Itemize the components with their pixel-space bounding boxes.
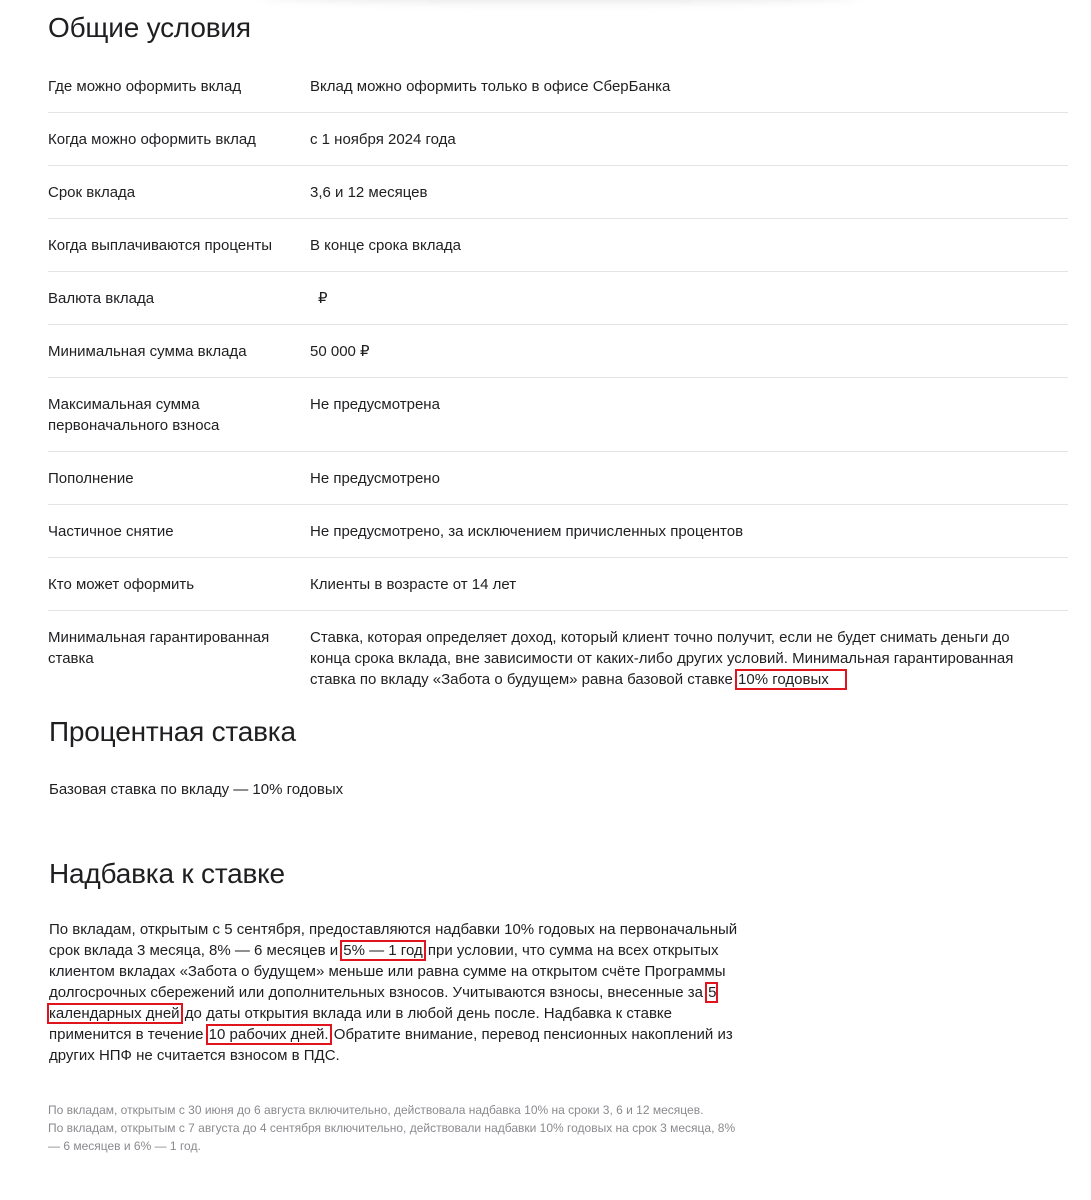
condition-label: Максимальная сумма первоначального взноса xyxy=(48,396,220,434)
bonus-text-part: Обратите внимание, перевод пенсионных накоплений из других НПФ не считается взносом в ПДС. xyxy=(49,1026,733,1064)
condition-value: Не предусмотрено xyxy=(310,470,440,487)
condition-label: Минимальная гарантированная ставка xyxy=(48,629,270,667)
condition-value: 50 000 ₽ xyxy=(310,343,370,360)
condition-row-min-amount xyxy=(48,325,1068,378)
condition-row-where xyxy=(48,60,1068,113)
highlighted-working-days: 10 рабочих дней. xyxy=(208,1026,329,1043)
interest-rate-heading: Процентная ставка xyxy=(49,716,296,747)
condition-value: Клиенты в возрасте от 14 лет xyxy=(310,576,517,593)
condition-label: Где можно оформить вклад xyxy=(48,78,242,95)
condition-label: Валюта вклада xyxy=(48,290,155,307)
min-rate-description: Ставка, которая определяет доход, который клиент точно получит, если не будет снимать деньги до конца срока вклада, вне зависимости от каких-либо других условий. Минимальная гарантированная ставка по вкладу «Забота о будущем» равна базовой ставке xyxy=(310,629,1014,688)
general-conditions-heading: Общие условия xyxy=(48,12,251,43)
condition-value: Не предусмотрено, за исключением причисленных процентов xyxy=(310,523,744,540)
condition-value xyxy=(310,627,1068,690)
condition-label: Срок вклада xyxy=(48,184,136,201)
bonus-text-part: По вкладам, открытым с 5 сентября, предоставляются надбавки 10% годовых на первоначальный срок вклада 3 месяца, 8% — 6 месяцев и xyxy=(49,921,738,959)
condition-row-interest-payout xyxy=(48,219,1068,272)
condition-value: В конце срока вклада xyxy=(310,237,461,254)
base-rate-text: Базовая ставка по вкладу — 10% годовых xyxy=(49,781,344,798)
condition-row-when xyxy=(48,113,1068,166)
condition-value: ₽ xyxy=(318,290,328,307)
general-conditions-table xyxy=(48,60,1068,705)
condition-row-term xyxy=(48,166,1068,219)
highlighted-calendar-days: 5 календарных дней xyxy=(49,984,717,1022)
rate-bonus-paragraph xyxy=(49,919,739,1066)
condition-label: Когда можно оформить вклад xyxy=(48,131,256,148)
condition-label: Минимальная сумма вклада xyxy=(48,343,247,360)
highlighted-one-year-bonus: 5% — 1 год xyxy=(343,942,423,959)
condition-row-eligibility xyxy=(48,558,1068,611)
condition-value: Вклад можно оформить только в офисе СберБанка xyxy=(310,78,671,95)
footnote xyxy=(48,1101,738,1155)
condition-row-top-up xyxy=(48,452,1068,505)
bonus-text-part: до даты открытия вклада или в любой день после. Надбавка к ставке применится в течение xyxy=(49,1005,672,1043)
footnote-line: По вкладам, открытым с 7 августа до 4 сентября включительно, действовали надбавки 10% годовых на срок 3 месяца, 8% — 6 месяцев и 6% — 1 год. xyxy=(48,1121,736,1153)
condition-row-currency xyxy=(48,272,1068,325)
rate-bonus-heading: Надбавка к ставке xyxy=(49,858,285,889)
bonus-text-part: при условии, что сумма на всех открытых клиентом вкладах «Забота о будущем» меньше или равна сумме на открытом счёте Программы долгосрочных сбережений или дополнительных взносов. Учитываются взносы, внесенные за xyxy=(49,942,726,1001)
condition-value: Не предусмотрена xyxy=(310,396,440,413)
highlighted-rate: 10% годовых xyxy=(737,671,845,688)
condition-row-max-initial xyxy=(48,378,1068,452)
condition-label: Кто может оформить xyxy=(48,576,195,593)
condition-value: 3,6 и 12 месяцев xyxy=(310,184,428,201)
footnote-line: По вкладам, открытым с 30 июня до 6 августа включительно, действовала надбавка 10% на сроки 3, 6 и 12 месяцев. xyxy=(48,1103,704,1117)
condition-row-partial-withdrawal xyxy=(48,505,1068,558)
condition-row-min-guaranteed-rate xyxy=(48,611,1068,705)
condition-label: Пополнение xyxy=(48,470,134,487)
condition-label: Когда выплачиваются проценты xyxy=(48,237,273,254)
condition-label: Частичное снятие xyxy=(48,523,174,540)
condition-value: с 1 ноября 2024 года xyxy=(310,131,456,148)
